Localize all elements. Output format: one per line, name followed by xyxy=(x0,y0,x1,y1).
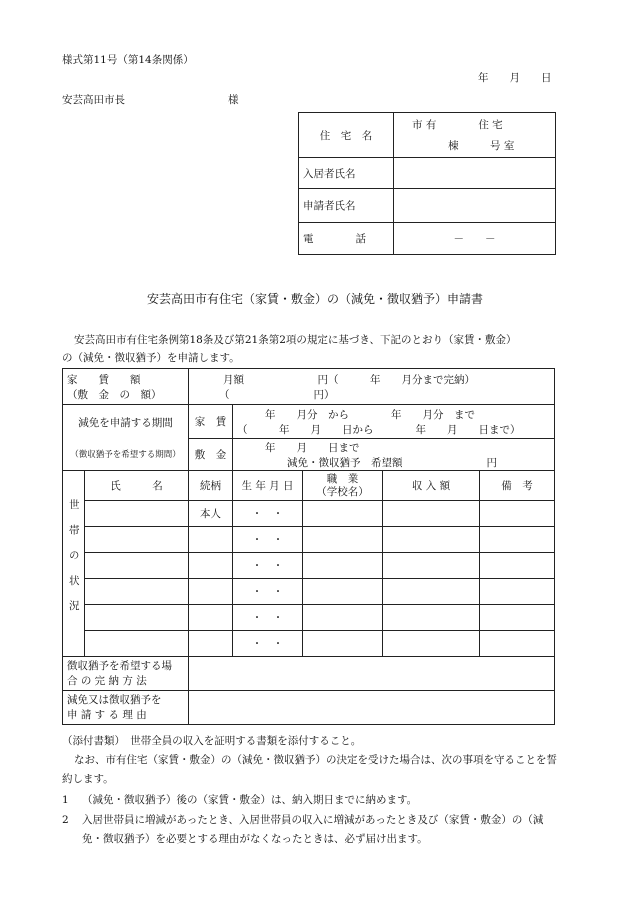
deposit-period-field[interactable]: 年 月 日まで 減免・徴収猶予 希望額 円 xyxy=(233,439,555,471)
member-job[interactable] xyxy=(303,631,383,657)
member-birth[interactable]: ・ ・ xyxy=(233,579,303,605)
member-relation[interactable] xyxy=(189,553,233,579)
member-job[interactable] xyxy=(303,605,383,631)
member-note[interactable] xyxy=(480,501,555,527)
honorific: 様 xyxy=(228,94,239,106)
main-table xyxy=(62,368,555,725)
member-note[interactable] xyxy=(480,527,555,553)
phone-label: 電 話 xyxy=(299,223,394,255)
col-name: 氏 名 xyxy=(85,471,189,501)
table-row xyxy=(63,527,555,553)
payment-method-field[interactable] xyxy=(189,657,555,691)
payment-method-label: 徴収猶予を希望する場 合 の 完 納 方 法 xyxy=(63,657,189,691)
member-note[interactable] xyxy=(480,579,555,605)
member-name-field[interactable] xyxy=(85,553,189,579)
residence-label: 住 宅 名 xyxy=(299,113,394,158)
resident-label: 入居者氏名 xyxy=(299,158,394,189)
reason-field[interactable] xyxy=(189,691,555,725)
col-birth: 生 年 月 日 xyxy=(233,471,303,501)
rent-amount-label: 家 賃 額 （敷 金 の 額） xyxy=(63,369,189,405)
member-name-field[interactable] xyxy=(85,527,189,553)
table-row xyxy=(63,553,555,579)
rent-col-label: 家 賃 xyxy=(189,405,233,439)
member-birth[interactable]: ・ ・ xyxy=(233,605,303,631)
member-relation[interactable] xyxy=(189,605,233,631)
reason-label: 減免又は徴収猶予を 申 請 す る 理 由 xyxy=(63,691,189,725)
period-label: 減免を申請する期間 （徴収猶予を希望する期間） xyxy=(63,405,189,471)
member-name-field[interactable] xyxy=(85,605,189,631)
rent-period-field[interactable]: 年 月分 から 年 月分 まで （ 年 月 日から 年 月 日まで） xyxy=(233,405,555,439)
residence-line2: 棟 号 室 xyxy=(448,140,515,152)
table-row xyxy=(63,501,555,527)
member-name-field[interactable] xyxy=(85,501,189,527)
page-title: 安芸高田市有住宅（家賃・敷金）の（減免・徴収猶予）申請書 xyxy=(146,292,483,306)
member-birth[interactable]: ・ ・ xyxy=(233,553,303,579)
member-name-field[interactable] xyxy=(85,579,189,605)
member-relation[interactable] xyxy=(189,631,233,657)
attachment-note: （添付書類） 世帯全員の収入を証明する書類を添付すること。 xyxy=(62,735,362,747)
member-income[interactable] xyxy=(383,553,480,579)
member-income[interactable] xyxy=(383,501,480,527)
col-job: 職 業 （学校名） xyxy=(303,471,383,501)
rent-amount-field[interactable]: 月額 円（ 年 月分まで完納） （ 円） xyxy=(189,369,555,405)
table-row xyxy=(63,605,555,631)
member-job[interactable] xyxy=(303,501,383,527)
resident-field[interactable] xyxy=(394,158,556,189)
applicant-box xyxy=(298,112,556,255)
date-line: 年 月 日 xyxy=(478,72,552,84)
pledge: なお、市有住宅（家賃・敷金）の（減免・徴収猶予）の決定を受けた場合は、次の事項を守ることを誓約します。 xyxy=(62,754,557,785)
phone-field[interactable]: － － xyxy=(394,223,556,255)
col-income: 収 入 額 xyxy=(383,471,480,501)
table-row xyxy=(63,631,555,657)
form-number: 様式第11号（第14条関係） xyxy=(62,54,194,66)
intro-line1: 安芸高田市有住宅条例第18条及び第21条第2項の規定に基づき、下記のとおり（家賃・敷金） xyxy=(74,334,517,346)
residence-line1: 市 有 住 宅 xyxy=(412,119,503,131)
member-birth[interactable]: ・ ・ xyxy=(233,501,303,527)
deposit-col-label: 敷 金 xyxy=(189,439,233,471)
member-income[interactable] xyxy=(383,579,480,605)
intro-line2: の（減免・徴収猶予）を申請します。 xyxy=(62,352,240,364)
residence-cell[interactable] xyxy=(394,113,556,158)
member-job[interactable] xyxy=(303,527,383,553)
member-job[interactable] xyxy=(303,553,383,579)
member-relation[interactable] xyxy=(189,527,233,553)
member-note[interactable] xyxy=(480,605,555,631)
member-income[interactable] xyxy=(383,527,480,553)
member-note[interactable] xyxy=(480,631,555,657)
table-row xyxy=(63,579,555,605)
member-relation[interactable] xyxy=(189,579,233,605)
member-birth[interactable]: ・ ・ xyxy=(233,631,303,657)
col-relation: 続柄 xyxy=(189,471,233,501)
member-birth[interactable]: ・ ・ xyxy=(233,527,303,553)
member-income[interactable] xyxy=(383,631,480,657)
member-income[interactable] xyxy=(383,605,480,631)
member-name-field[interactable] xyxy=(85,631,189,657)
addressee: 安芸高田市長 xyxy=(62,94,125,106)
member-relation[interactable]: 本人 xyxy=(189,501,233,527)
col-note: 備 考 xyxy=(480,471,555,501)
item-1: 1 （減免・徴収猶予）後の（家賃・敷金）は、納入期日までに納めます。 xyxy=(62,794,418,806)
household-label: 世帯の状況 xyxy=(63,471,85,657)
member-job[interactable] xyxy=(303,579,383,605)
member-note[interactable] xyxy=(480,553,555,579)
applicant-label: 申請者氏名 xyxy=(299,189,394,223)
applicant-field[interactable] xyxy=(394,189,556,223)
item-2: 2 入居世帯員に増減があったとき、入居世帯員の収入に増減があったとき及び（家賃・敷金）の（減免・徴収猶予）を必要とする理由がなくなったときは、必ず届け出ます。 xyxy=(62,814,544,845)
